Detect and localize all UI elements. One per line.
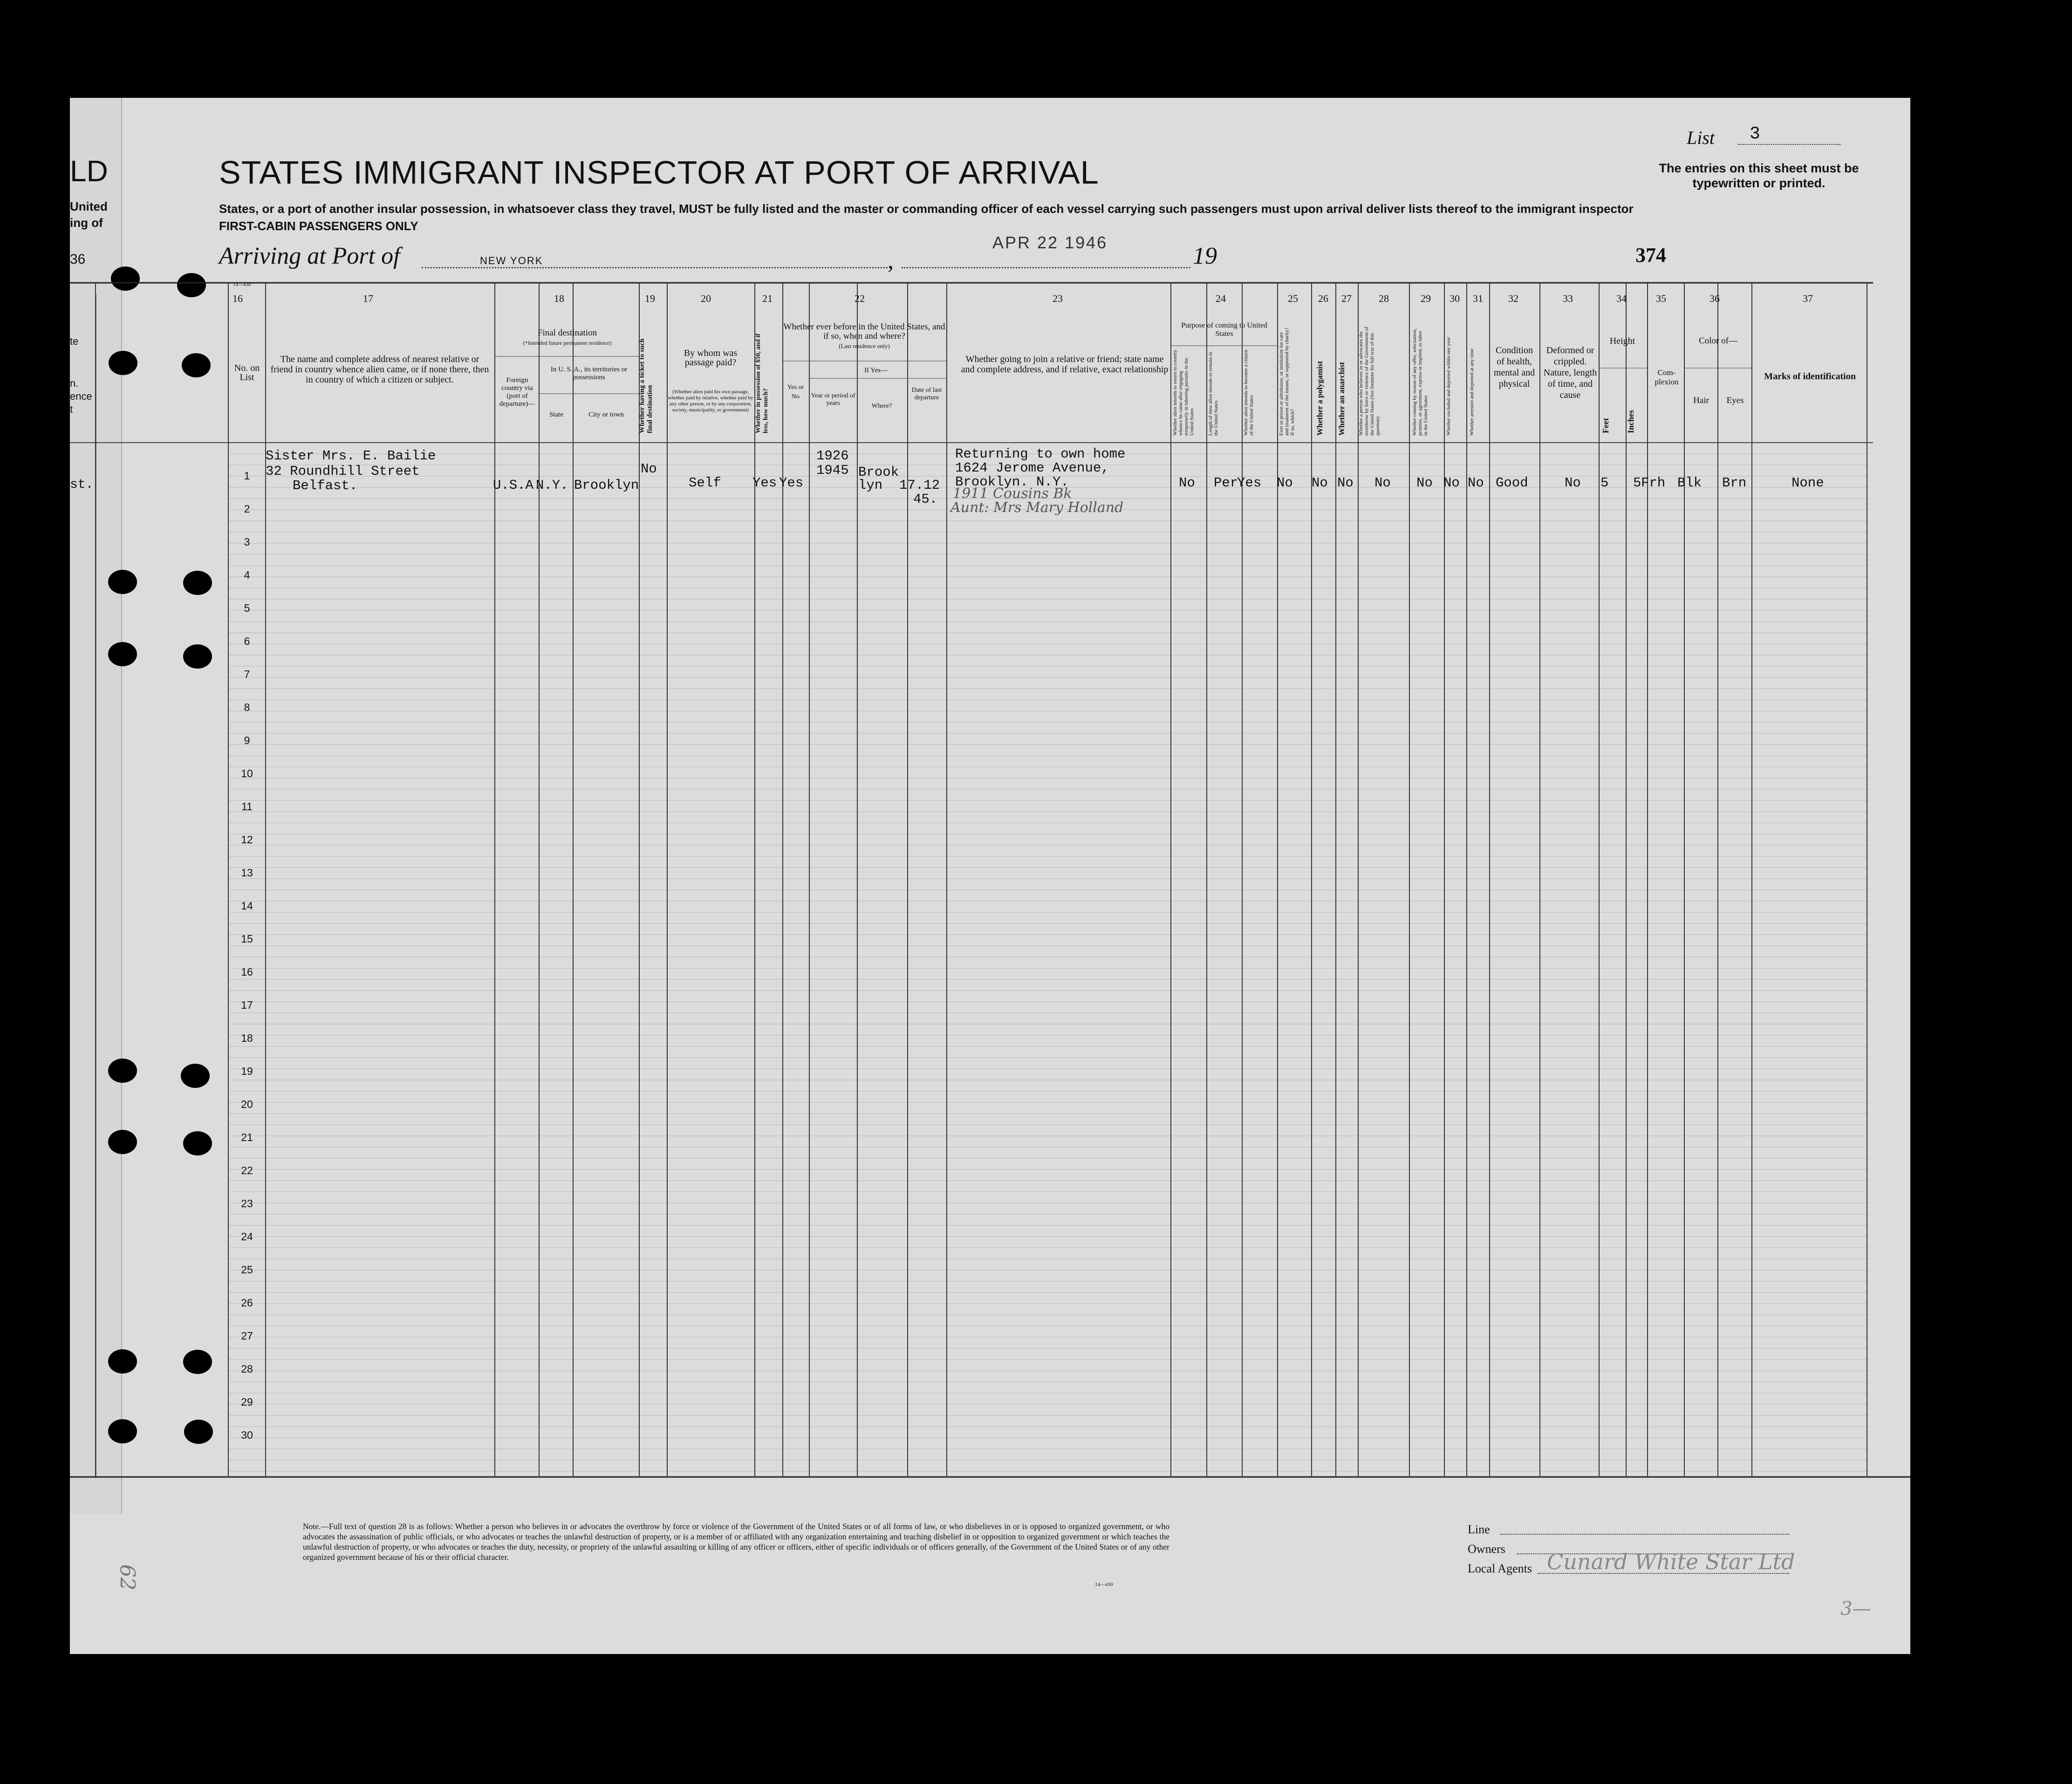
row-number: 24	[241, 1230, 253, 1243]
column-number: 29	[1421, 293, 1431, 304]
form-code-footer: 14—430	[1095, 1582, 1113, 1587]
clipped-text: t	[70, 403, 73, 415]
overthrow-value: No	[1374, 475, 1391, 491]
line-field	[1500, 1534, 1789, 1535]
departure-date-value: 45.	[913, 492, 938, 507]
column-number: 18	[554, 293, 564, 304]
clipped-text: ing of	[70, 216, 103, 230]
header-eyes: Eyes	[1726, 396, 1744, 405]
header-city: City or town	[588, 411, 624, 418]
punch-hole	[108, 1130, 137, 1154]
labor-offer-value: No	[1416, 475, 1433, 491]
date-line	[902, 267, 1190, 268]
form-title: STATES IMMIGRANT INSPECTOR AT PORT OF ARRIVAL	[219, 154, 1099, 191]
header-relative: The name and complete address of nearest relative or friend in country whence alien came, or if none there, then in country of which a citizen or subject.	[270, 354, 489, 385]
column-number: 16	[233, 293, 243, 304]
purpose-c-value: Yes	[1237, 475, 1262, 491]
list-number: 3	[1738, 124, 1840, 145]
polygamist-value: No	[1312, 475, 1328, 491]
row-number: 9	[244, 734, 250, 746]
health-value: Good	[1496, 475, 1528, 491]
been-before-value: Yes	[779, 475, 804, 491]
header-purpose-c: Whether alien intends to become a citizen of the United States	[1243, 349, 1254, 436]
row-number: 19	[241, 1065, 253, 1077]
comma: ,	[888, 247, 894, 274]
column-number: 24	[1216, 293, 1226, 304]
hair-value: Blk	[1677, 475, 1702, 491]
column-number: 35	[1656, 293, 1666, 304]
state-value: N.Y.	[536, 478, 568, 493]
header-years: Year or period of years	[811, 392, 855, 407]
row-number: 4	[244, 569, 250, 581]
header-polygamist: Whether a polygamist	[1315, 361, 1324, 436]
port-line	[422, 267, 888, 268]
header-purpose-b: Length of time alien intends to remain in the United States	[1208, 352, 1219, 436]
column-number: 19	[645, 293, 655, 304]
row-number: 27	[241, 1330, 253, 1342]
header-feet: Feet	[1601, 418, 1610, 433]
years-value: 1945	[816, 463, 849, 478]
feet-value: 5	[1600, 475, 1609, 491]
margin-mark: 62	[115, 1564, 139, 1591]
footnote: Note.—Full text of question 28 is as follows: Whether a person who believes in or advocates the overthrow by force or violence of the Government of the United States or of all forms of law, or who disbelieves in or is opposed to organized government, or who advocates the assassination of public officials, or who advocates or teaches the unlawful destruction of property, or is a member of or affiliated with any organization entertaining and teaching disbelief in or opposition to organized government or which teaches the unlawful destruction of property, or who advocates or teaches the duty, necessity, or propriety of the unlawful assaulting or killing of any officer or officers, either of specific individuals or of officers generally, of the Government of the United States or of any other organized government because of his or their official character.	[303, 1522, 1169, 1562]
punch-hole	[177, 273, 206, 297]
date-stamp: APR 22 1946	[992, 233, 1108, 252]
clipped-text: United	[70, 199, 108, 213]
city-value: Brooklyn	[574, 478, 639, 493]
joining-line: Brooklyn. N.Y.	[955, 474, 1069, 490]
header-anarchist: Whether an anarchist	[1337, 362, 1346, 436]
header-ever-before: Whether ever before in the United States, and if so, when and where? (Last residence only)	[783, 322, 945, 349]
header-purpose: Purpose of coming to United States	[1181, 321, 1267, 338]
punch-hole	[183, 644, 212, 669]
header-purpose-a: Whether alien intends to return to country whence he came after engaging temporarily in laboring pursuits in the United States	[1172, 349, 1195, 436]
row-number: 14	[241, 900, 253, 912]
owners-label: Owners	[1468, 1542, 1505, 1556]
passenger-class: FIRST-CABIN PASSENGERS ONLY	[219, 219, 418, 233]
column-number: 37	[1803, 293, 1813, 304]
header-ticket: Whether having a ticket to such final destination	[638, 338, 654, 433]
header-final-destination: Final destination (*Intended future permanent residence)	[523, 328, 612, 346]
column-number: 22	[855, 293, 865, 304]
punch-hole	[108, 642, 137, 666]
clipped-text: st.	[70, 478, 94, 492]
punch-hole	[108, 1419, 137, 1443]
fifty-dollars-value: Yes	[752, 475, 777, 491]
header-state: State	[549, 411, 563, 418]
header-deported: Whether arrested and deported at any time	[1469, 349, 1475, 436]
row-number: 13	[241, 867, 253, 879]
row-number: 5	[244, 602, 250, 614]
column-number: 20	[701, 293, 711, 304]
clipped-text: 36	[70, 252, 86, 267]
header-inches: Inches	[1626, 410, 1635, 433]
row-number: 3	[244, 536, 250, 548]
departure-date-value: 17.12	[899, 478, 940, 493]
punch-hole	[108, 1349, 137, 1374]
column-number: 21	[762, 293, 773, 304]
joining-line: 1624 Jerome Avenue,	[955, 460, 1109, 476]
row-number: 22	[241, 1164, 253, 1176]
foreign-country-value: U.S.A.	[493, 478, 542, 493]
excluded-value: No	[1443, 475, 1460, 491]
manifest-sheet	[70, 98, 1910, 1654]
prison-value: No	[1277, 475, 1293, 491]
anarchist-value: No	[1337, 475, 1354, 491]
row-number: 16	[241, 966, 253, 978]
clipped-text: n.	[70, 377, 79, 389]
joining-line: Returning to own home	[955, 446, 1126, 462]
header-fifty-dollars: Whether in possession of $50, and if less, how much?	[755, 333, 769, 433]
header-list-number: No. on List	[234, 363, 260, 383]
relative-line: Belfast.	[293, 478, 358, 493]
relative-line: 32 Roundhill Street	[266, 464, 420, 479]
row-number: 18	[241, 1032, 253, 1044]
agents-signature: Cunard White Star Ltd	[1547, 1549, 1795, 1574]
row-number: 29	[241, 1396, 253, 1408]
list-label: List	[1687, 127, 1715, 148]
inches-value: 5	[1633, 475, 1641, 491]
punch-hole	[181, 1064, 210, 1088]
punch-hole	[182, 353, 211, 377]
marks-value: None	[1792, 475, 1824, 491]
punch-hole	[183, 1350, 212, 1374]
relative-line: Sister Mrs. E. Bailie	[266, 448, 436, 464]
clipped-text: ence	[70, 390, 92, 402]
years-value: 1926	[816, 448, 849, 464]
header-deformed: Deformed or crippled. Nature, length of time, and cause	[1543, 345, 1597, 400]
header-prison: Ever in prison or almshouse, or institution for care and treatment of the insane, or supported by charity? If so, which?	[1279, 328, 1295, 436]
sheet-number: 374	[1635, 244, 1666, 267]
row-number: 21	[241, 1131, 253, 1143]
header-departure-date: Date of last departure	[911, 387, 942, 401]
punch-hole	[111, 267, 140, 291]
column-number: 28	[1379, 293, 1389, 304]
eyes-value: Brn	[1722, 475, 1747, 491]
purpose-a-value: No	[1179, 475, 1195, 491]
column-number: 17	[363, 293, 373, 304]
purpose-b-value: Per	[1214, 475, 1238, 491]
row-number: 10	[241, 767, 253, 779]
complexion-value: Frh	[1641, 475, 1666, 491]
header-height: Height	[1609, 336, 1635, 346]
header-where: Where?	[871, 403, 892, 410]
handwritten-note: Aunt: Mrs Mary Holland	[951, 499, 1124, 516]
punch-hole	[108, 570, 137, 594]
header-marks: Marks of identification	[1764, 371, 1856, 382]
where-value: Brook	[858, 465, 899, 480]
header-hair: Hair	[1693, 396, 1709, 405]
row-number: 23	[241, 1197, 253, 1210]
punch-hole	[109, 351, 137, 375]
header-yes-no: Yes or No	[787, 384, 804, 400]
row-number: 2	[244, 503, 250, 515]
column-number: 36	[1710, 293, 1720, 304]
row-number: 25	[241, 1264, 253, 1276]
column-number: 33	[1563, 293, 1573, 304]
header-labor-offer: Whether coming by reason of any offer, solicitation, promise, or agreement, express or implied, to labor in the United States	[1412, 328, 1429, 436]
entries-note: The entries on this sheet must be typewritten or printed.	[1659, 161, 1859, 190]
clipped-text: te	[70, 335, 79, 347]
row-number: 8	[244, 701, 250, 713]
row-number: 28	[241, 1363, 253, 1375]
header-usa: In U. S. A., its territories or possessions	[550, 366, 628, 381]
deformed-value: No	[1565, 475, 1581, 491]
row-number: 26	[241, 1297, 253, 1309]
handwritten-note: 1911 Cousins Bk	[953, 485, 1072, 502]
header-excluded: Whether excluded and deported within one year	[1446, 337, 1451, 436]
column-number: 27	[1341, 293, 1352, 304]
year-prefix: 19	[1193, 243, 1217, 269]
column-number: 31	[1473, 293, 1483, 304]
row-number: 15	[241, 933, 253, 945]
row-number: 11	[241, 800, 253, 813]
arriving-label: Arriving at Port of	[219, 243, 400, 269]
column-number: 26	[1318, 293, 1328, 304]
punch-hole	[184, 1420, 213, 1444]
ticket-value: No	[641, 461, 657, 477]
passage-paid-value: Self	[689, 475, 721, 491]
header-foreign-country: Foreign country via (port of departure)—	[499, 376, 535, 408]
row-number: 12	[241, 834, 253, 846]
agents-label: Local Agents	[1468, 1562, 1532, 1575]
where-value: lyn	[858, 478, 883, 493]
column-number: 34	[1616, 293, 1627, 304]
header-overthrow: Whether a person who believes in or advocates the overthrow by force or violence of the Government of the United States (See footnote for full text of this question)	[1358, 327, 1381, 436]
column-number: 32	[1508, 293, 1518, 304]
clipped-text: LD	[70, 154, 108, 188]
punch-hole	[108, 1059, 137, 1083]
header-if-yes: If Yes—	[864, 367, 888, 374]
port-value: NEW YORK	[480, 255, 543, 267]
punch-hole	[183, 571, 212, 595]
row-number: 7	[244, 668, 250, 680]
header-joining: Whether going to join a relative or friend; state name and complete address, and if relative, exact relationship	[961, 354, 1169, 375]
column-number: 30	[1450, 293, 1460, 304]
header-passage-note: (Whether alien paid his own passage, whether paid by relative, whether paid by any other person, or by any corporation, society, municipality, or government)	[668, 389, 753, 413]
form-instruction: States, or a port of another insular possession, in whatsoever class they travel, MUST be fully listed and the master or commanding officer of each vessel carrying such passengers must upon arrival deliver lists thereof to the immigrant inspector	[219, 202, 1634, 216]
header-health: Condition of health, mental and physical	[1493, 345, 1535, 389]
row-number: 17	[241, 999, 253, 1011]
form-code: 14—430	[233, 282, 251, 287]
line-label: Line	[1468, 1523, 1490, 1536]
column-number: 23	[1053, 293, 1063, 304]
header-color: Color of—	[1699, 336, 1737, 346]
column-number: 25	[1288, 293, 1298, 304]
row-number: 6	[244, 635, 250, 647]
deported-value: No	[1468, 475, 1484, 491]
corner-mark: 3—	[1840, 1598, 1871, 1620]
punch-hole	[183, 1131, 212, 1155]
header-passage-paid: By whom was passage paid?	[684, 348, 738, 368]
header-complexion: Com- plexion	[1655, 368, 1679, 386]
row-number: 20	[241, 1098, 253, 1110]
row-number: 1	[244, 470, 250, 482]
row-number: 30	[241, 1429, 253, 1441]
